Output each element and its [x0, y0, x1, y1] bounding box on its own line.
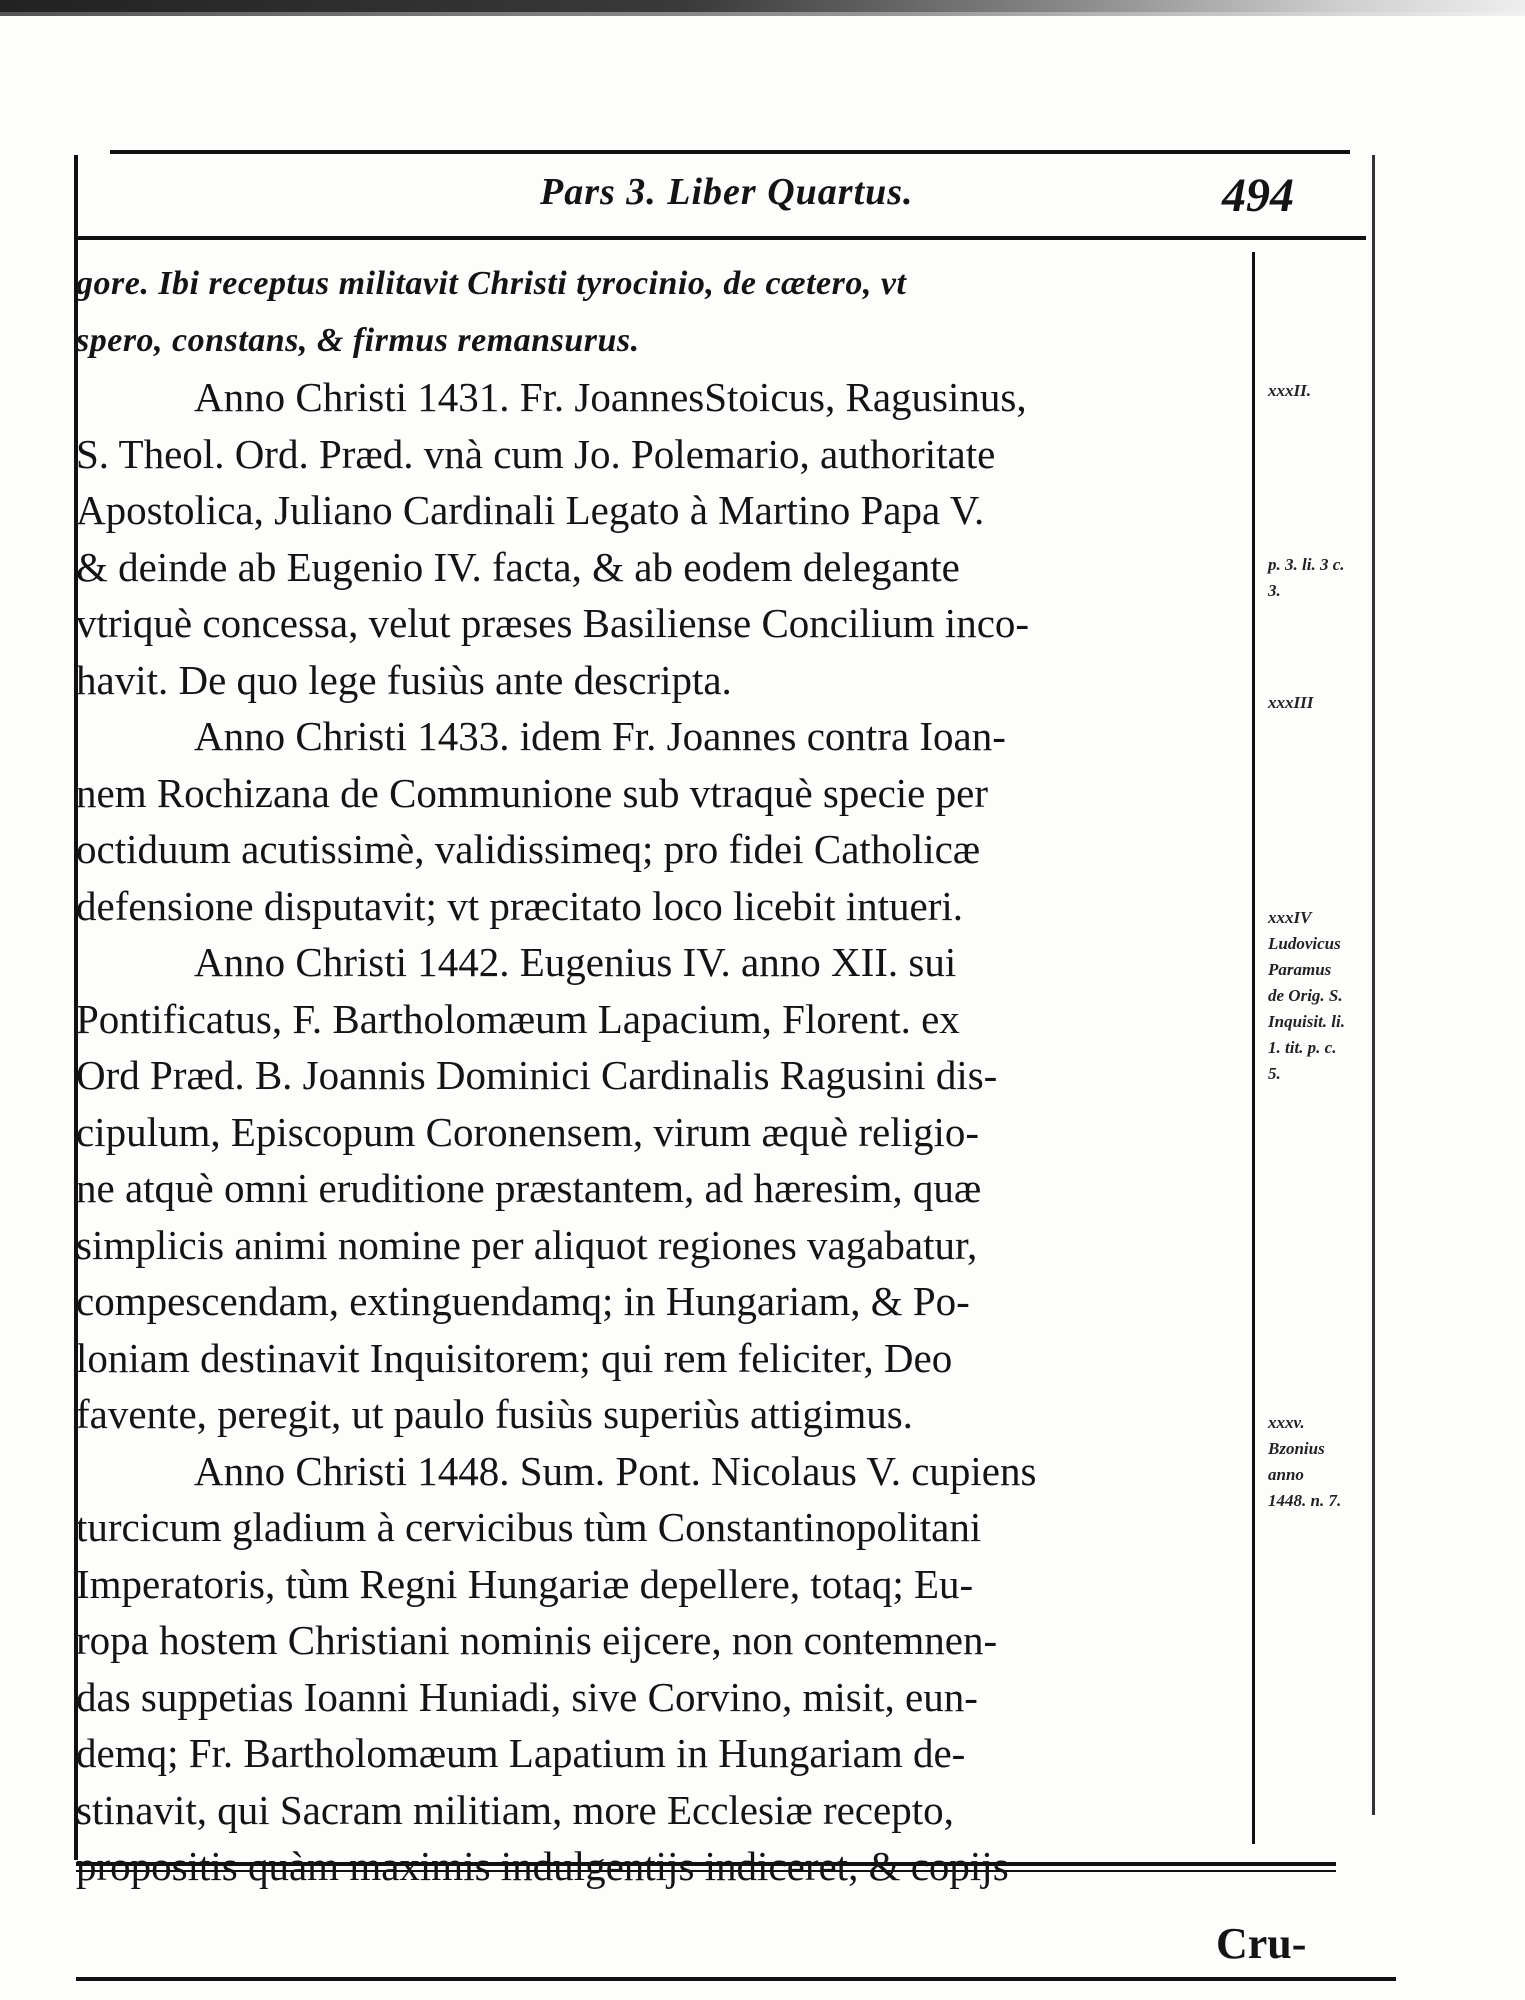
text-line: vtriquè concessa, velut præses Basiliense Concilium inco-	[76, 600, 1030, 646]
text-line: demq; Fr. Bartholomæum Lapatium in Hungariam de-	[76, 1730, 966, 1776]
margin-note-32: xxxII.	[1268, 381, 1311, 400]
text-line: havit. De quo lege fusiùs ante descripta.	[76, 656, 732, 703]
text-line: compescendam, extinguendamq; in Hungariam, & Po-	[76, 1278, 970, 1324]
text-line: loniam destinavit Inquisitorem; qui rem feliciter, Deo	[76, 1334, 953, 1381]
text-line: das suppetias Ioanni Huniadi, sive Corvino, misit, eun-	[76, 1673, 978, 1720]
margin-note-34: xxxIV Ludovicus Paramus de Orig. S. Inquisit. li. 1. tit. p. c. 5.	[1268, 908, 1346, 1083]
right-border	[1372, 155, 1375, 1815]
top-rule	[110, 150, 1350, 154]
text-line: simplicis animi nomine per aliquot regiones vagabatur,	[76, 1221, 978, 1268]
text-line: favente, peregit, ut paulo fusiùs superiùs attigimus.	[76, 1391, 913, 1437]
page-header-title: Pars 3. Liber Quartus.	[540, 171, 914, 213]
text-line: Anno Christi 1448. Sum. Pont. Nicolaus V. cupiens	[194, 1447, 1037, 1494]
text-line: stinavit, qui Sacram militiam, more Ecclesiæ recepto,	[76, 1786, 954, 1833]
scan-edge-shadow	[0, 0, 1525, 12]
margin-note-ref-1: p. 3. li. 3 c. 3.	[1268, 555, 1345, 600]
margin-divider	[1252, 252, 1255, 1844]
text-line: S. Theol. Ord. Præd. vnà cum Jo. Polemario, authoritate	[76, 430, 996, 477]
text-line: Anno Christi 1442. Eugenius IV. anno XII. sui	[194, 939, 957, 985]
text-line: Pontificatus, F. Bartholomæum Lapacium, Florent. ex	[76, 995, 960, 1042]
text-line: defensione disputavit; vt præcitato loco licebit intueri.	[76, 882, 963, 929]
text-line: octiduum acutissimè, validissimeq; pro fidei Catholicæ	[76, 826, 981, 872]
text-line: Anno Christi 1433. idem Fr. Joannes contra Ioan-	[194, 713, 1006, 759]
margin-note-33: xxxIII	[1268, 693, 1314, 712]
text-line: Anno Christi 1431. Fr. JoannesStoicus, Ragusinus,	[194, 374, 1027, 420]
text-line: gore. Ibi receptus militavit Christi tyrocinio, de cætero, vt	[76, 265, 907, 302]
text-line: cipulum, Episcopum Coronensem, virum æquè religio-	[76, 1108, 980, 1155]
header-rule	[76, 236, 1366, 240]
text-line: & deinde ab Eugenio IV. facta, & ab eodem delegante	[76, 543, 960, 590]
footer-rule	[76, 1977, 1396, 1981]
text-line: Apostolica, Juliano Cardinali Legato à Martino Papa V.	[76, 487, 985, 533]
text-line: turcicum gladium à cervicibus tùm Constantinopolitani	[76, 1504, 982, 1550]
text-line: propositis quàm maximis indulgentijs indiceret, & copijs	[76, 1843, 1009, 1889]
text-line: ropa hostem Christiani nominis eijcere, non contemnen-	[76, 1617, 998, 1663]
catchword: Cru-	[1216, 1919, 1307, 1968]
text-line: ne atquè omni eruditione præstantem, ad hæresim, quæ	[76, 1165, 982, 1211]
text-line: nem Rochizana de Communione sub vtraquè specie per	[76, 769, 988, 816]
page-number: 494	[1222, 169, 1294, 222]
body-text	[76, 256, 1244, 1895]
text-line: Imperatoris, tùm Regni Hungariæ depellere, totaq; Eu-	[76, 1560, 974, 1607]
text-line: Ord Præd. B. Joannis Dominici Cardinalis Ragusini dis-	[76, 1052, 998, 1098]
text-line: spero, constans, & firmus remansurus.	[76, 321, 640, 359]
margin-note-35: xxxv. Bzonius anno 1448. n. 7.	[1268, 1413, 1342, 1510]
scan-edge-shadow-lower	[0, 12, 1525, 16]
